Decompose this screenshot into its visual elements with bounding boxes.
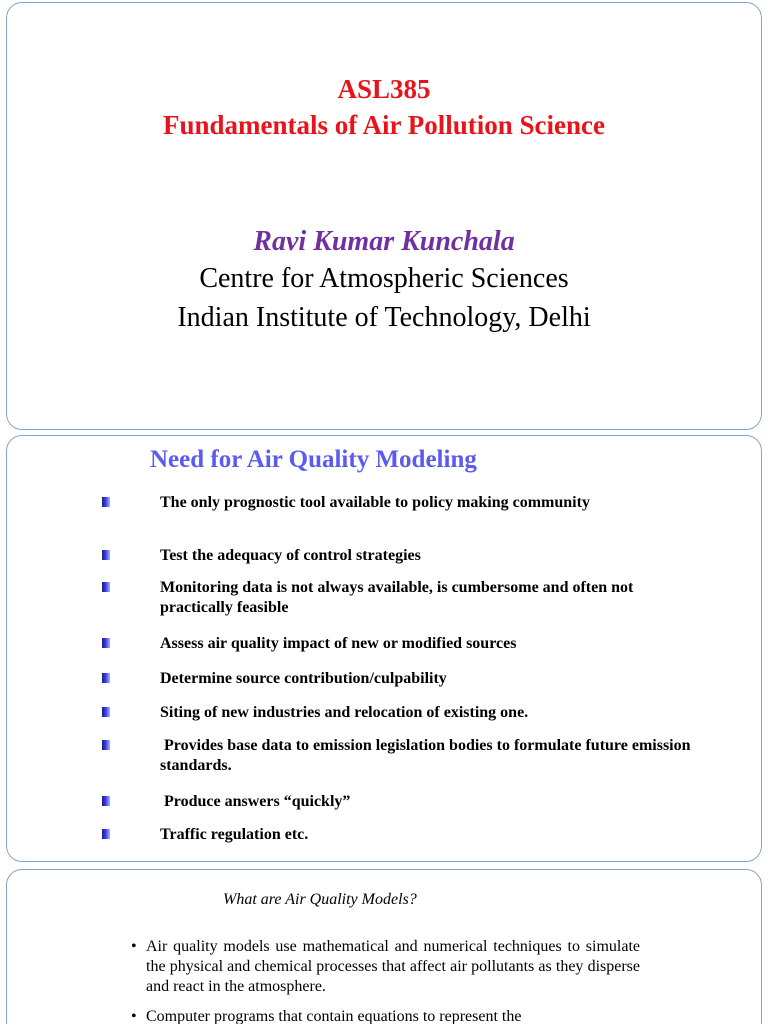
bullet-text: Air quality models use mathematical and numerical techniques to simulate the physical and chemical processes that affect air pollutants as they disperse and react in the atmosphere. (146, 938, 640, 995)
institute-name: Indian Institute of Technology, Delhi (177, 302, 591, 333)
square-bullet-icon (102, 740, 110, 750)
round-bullet-icon: • (131, 938, 137, 955)
bullet-text: Monitoring data is not always available, is cumbersome and often not practically feasible (160, 579, 638, 616)
bullet-text: Siting of new industries and relocation of existing one. (160, 704, 529, 721)
square-bullet-icon (102, 582, 110, 592)
bullet-text: Determine source contribution/culpability (160, 670, 447, 687)
slide-heading: What are Air Quality Models? (223, 891, 417, 908)
bullet-text: Assess air quality impact of new or modified sources (160, 635, 517, 652)
bullet-text: The only prognostic tool available to policy making community (160, 494, 590, 511)
slide-heading: Need for Air Quality Modeling (150, 446, 477, 473)
bullet-text: Test the adequacy of control strategies (160, 547, 421, 564)
need-for-modeling-slide (6, 435, 762, 862)
author-name: Ravi Kumar Kunchala (253, 226, 515, 257)
square-bullet-icon (102, 796, 110, 806)
bullet-text: Produce answers “quickly” (160, 793, 351, 810)
square-bullet-icon (102, 638, 110, 648)
square-bullet-icon (102, 707, 110, 717)
bullet-text: Provides base data to emission legislation bodies to formulate future emission standards. (160, 737, 695, 774)
bullet-text: Traffic regulation etc. (160, 826, 309, 843)
round-bullet-icon: • (131, 1008, 137, 1024)
square-bullet-icon (102, 829, 110, 839)
bullet-text: Computer programs that contain equations to represent the (146, 1008, 522, 1024)
square-bullet-icon (102, 550, 110, 560)
what-are-models-slide (6, 869, 762, 1024)
department-name: Centre for Atmospheric Sciences (199, 263, 569, 294)
square-bullet-icon (102, 673, 110, 683)
course-code: ASL385 (337, 74, 431, 104)
square-bullet-icon (102, 497, 110, 507)
course-title: Fundamentals of Air Pollution Science (162, 110, 606, 140)
title-slide (6, 2, 762, 430)
